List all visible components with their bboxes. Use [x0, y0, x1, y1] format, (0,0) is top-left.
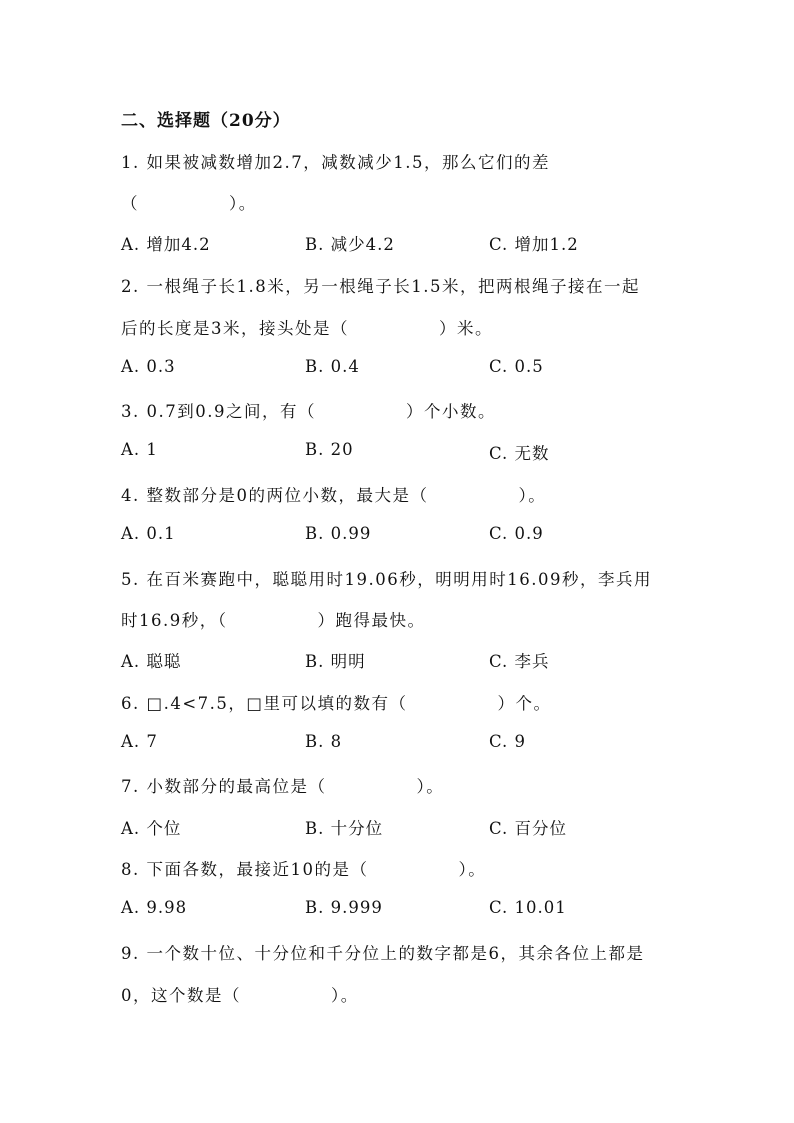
- option-c: C. 10.01: [489, 898, 567, 917]
- option-b: B. 减少4.2: [305, 235, 395, 254]
- option-a: A. 9.98: [121, 898, 188, 917]
- question-2-line-1: 2. 一根绳子长1.8米，另一根绳子长1.5米，把两根绳子接在一起: [121, 277, 640, 296]
- question-1-line-2: （ ）。: [121, 194, 257, 213]
- section-title: 二、选择题（20分）: [121, 111, 291, 131]
- question-3-options: [121, 440, 641, 464]
- question-3-line-1: 3. 0.7到0.9之间，有（ ）个小数。: [121, 402, 496, 421]
- option-c: C. 增加1.2: [489, 235, 579, 254]
- question-5-options: [121, 648, 641, 672]
- option-a: A. 0.1: [121, 524, 176, 543]
- option-c: C. 无数: [489, 444, 550, 463]
- question-8-options: [121, 898, 641, 922]
- option-b: B. 0.99: [305, 524, 372, 543]
- option-b: B. 0.4: [305, 357, 360, 376]
- question-4-options: [121, 524, 641, 548]
- question-2-options: [121, 357, 641, 381]
- question-6-line-1: 6. □.4<7.5，□里可以填的数有（ ）个。: [121, 694, 552, 713]
- option-b: B. 8: [305, 732, 343, 751]
- option-b: B. 明明: [305, 652, 366, 671]
- question-5-line-2: 时16.9秒，（ ）跑得最快。: [121, 611, 426, 630]
- question-8-line-1: 8. 下面各数，最接近10的是（ ）。: [121, 860, 487, 879]
- option-b: B. 9.999: [305, 898, 383, 917]
- question-4-line-1: 4. 整数部分是0的两位小数，最大是（ ）。: [121, 486, 547, 505]
- question-5-line-1: 5. 在百米赛跑中，聪聪用时19.06秒，明明用时16.09秒，李兵用: [121, 570, 652, 589]
- option-c: C. 0.5: [489, 357, 544, 376]
- option-a: A. 0.3: [121, 357, 176, 376]
- question-9-line-2: 0，这个数是（ ）。: [121, 986, 359, 1005]
- question-7-line-1: 7. 小数部分的最高位是（ ）。: [121, 777, 445, 796]
- option-b: B. 十分位: [305, 819, 384, 838]
- question-1-options: [121, 231, 641, 255]
- option-c: C. 百分位: [489, 819, 568, 838]
- question-2-line-2: 后的长度是3米，接头处是（ ）米。: [121, 319, 493, 338]
- option-a: A. 增加4.2: [121, 235, 211, 254]
- option-c: C. 李兵: [489, 652, 550, 671]
- question-7-options: [121, 815, 641, 839]
- question-9-line-1: 9. 一个数十位、十分位和千分位上的数字都是6，其余各位上都是: [121, 944, 645, 963]
- option-b: B. 20: [305, 440, 354, 459]
- question-6-options: [121, 732, 641, 756]
- option-a: A. 1: [121, 440, 158, 459]
- option-a: A. 聪聪: [121, 652, 182, 671]
- question-1-line-1: 1. 如果被减数增加2.7，减数减少1.5，那么它们的差: [121, 153, 550, 172]
- option-a: A. 7: [121, 732, 158, 751]
- option-c: C. 0.9: [489, 524, 544, 543]
- option-c: C. 9: [489, 732, 527, 751]
- option-a: A. 个位: [121, 819, 182, 838]
